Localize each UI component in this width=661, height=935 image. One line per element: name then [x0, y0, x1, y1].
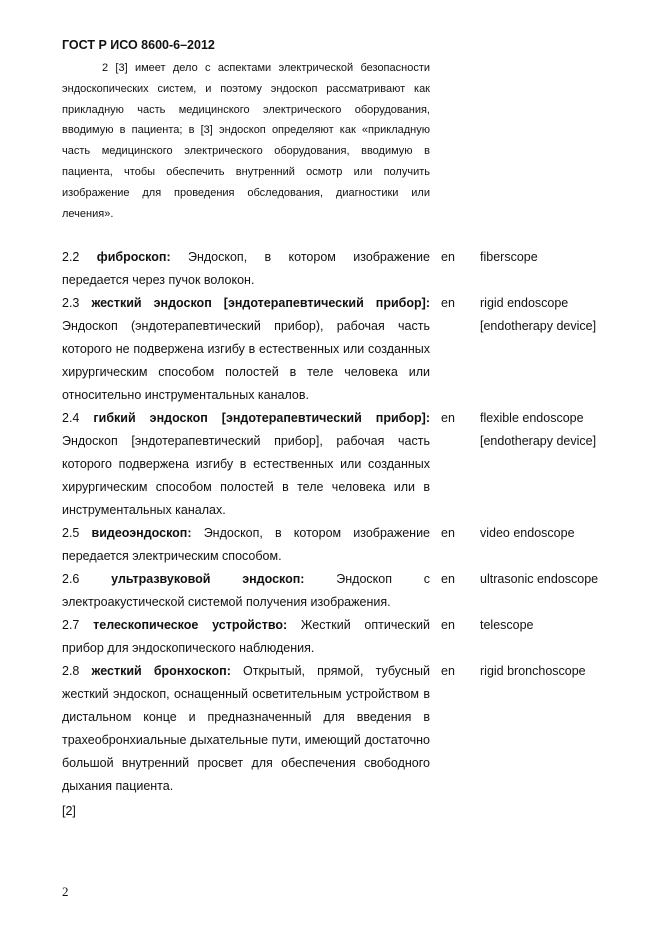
page-number: 2	[62, 884, 69, 899]
term-number: 2.2	[62, 250, 80, 264]
term-name: гибкий эндоскоп [эндотерапевтический прибор]:	[93, 411, 430, 425]
equiv-line: [endotherapy device]	[480, 319, 597, 333]
term-equivalent	[480, 614, 534, 637]
term-equivalent	[480, 246, 538, 269]
term-entry	[62, 522, 430, 568]
term-equivalent	[480, 407, 596, 453]
term-equivalent	[480, 568, 598, 591]
equiv-line: video endoscope	[480, 526, 575, 540]
term-name: фиброскоп:	[96, 250, 171, 264]
equiv-line: [endotherapy device]	[480, 434, 597, 448]
term-number: 2.8	[62, 664, 80, 678]
term-number: 2.4	[62, 411, 80, 425]
equiv-line: fiberscope	[480, 250, 538, 264]
term-name: жесткий эндоскоп [эндотерапевтический прибор]:	[91, 296, 430, 310]
term-entry	[62, 660, 430, 798]
term-name: жесткий бронхоскоп:	[91, 664, 231, 678]
term-definition: Эндоскоп, в котором изображение передается электрическим способом.	[62, 526, 430, 563]
term-definition: Эндоскоп, в котором изображение передается через пучок волокон.	[62, 250, 430, 287]
term-equivalent	[480, 292, 596, 338]
term-number: 2.5	[62, 526, 80, 540]
lang-code: en	[441, 296, 455, 310]
term-definition: Эндоскоп [эндотерапевтический прибор], рабочая часть которого подвержена изгибу в естественных или созданных хирургическим способом полостей в теле человека или в инструментальных каналах.	[62, 434, 430, 517]
term-entry	[62, 407, 430, 522]
term-entry	[62, 292, 430, 407]
term-number: 2.6	[62, 572, 80, 586]
equiv-line: rigid endoscope	[480, 296, 569, 310]
term-entry	[62, 568, 430, 614]
term-definition: Эндоскоп (эндотерапевтический прибор), рабочая часть которого не подвержена изгибу в естественных или созданных хирургическим способом полостей в теле человека или относительно инструментальных каналов.	[62, 319, 430, 402]
lang-code: en	[441, 250, 455, 264]
term-definition: Эндоскоп с электроакустической системой получения изображения.	[62, 572, 430, 609]
term-definition: Жесткий оптический прибор для эндоскопического наблюдения.	[62, 618, 430, 655]
lang-code: en	[441, 526, 455, 540]
document-header: ГОСТ Р ИСО 8600-6–2012	[62, 38, 215, 52]
term-name: ультразвуковой эндоскоп:	[111, 572, 305, 586]
term-definition: Открытый, прямой, тубусный жесткий эндоскоп, оснащенный осветительным устройством в дистальном конце и предназначенный для введения в трахеобронхиальные дыхательные пути, имеющий достаточно большой внутренний просвет для обеспечения свободного дыхания пациента.	[62, 664, 430, 793]
source-reference: [2]	[62, 804, 76, 818]
note-lead: 2 [3]	[102, 62, 128, 74]
equiv-line: rigid bronchoscope	[480, 664, 586, 678]
lang-code: en	[441, 411, 455, 425]
equiv-line: flexible endoscope	[480, 411, 584, 425]
term-entry	[62, 614, 430, 660]
lang-code: en	[441, 618, 455, 632]
term-equivalent	[480, 660, 586, 683]
term-number: 2.7	[62, 618, 80, 632]
term-equivalent	[480, 522, 575, 545]
note-paragraph	[62, 58, 430, 224]
note-text: имеет дело с аспектами электрической безопасности эндоскопических систем, и поэтому эндоскоп рассматривают как прикладную часть медицинского электрического оборудования, вводимую в пациента; в [3] эндоскоп определяют как «прикладную часть медицинского электрического оборудования, вводимую в пациента, чтобы обеспечить внутренний осмотр или получить изображение для проведения обследования, диагностики или лечения».	[62, 62, 431, 220]
term-name: телескопическое устройство:	[93, 618, 288, 632]
lang-code: en	[441, 572, 455, 586]
equiv-line: telescope	[480, 618, 534, 632]
term-entry	[62, 246, 430, 292]
term-name: видеоэндоскоп:	[91, 526, 192, 540]
equiv-line: ultrasonic endoscope	[480, 572, 599, 586]
term-number: 2.3	[62, 296, 80, 310]
lang-code: en	[441, 664, 455, 678]
